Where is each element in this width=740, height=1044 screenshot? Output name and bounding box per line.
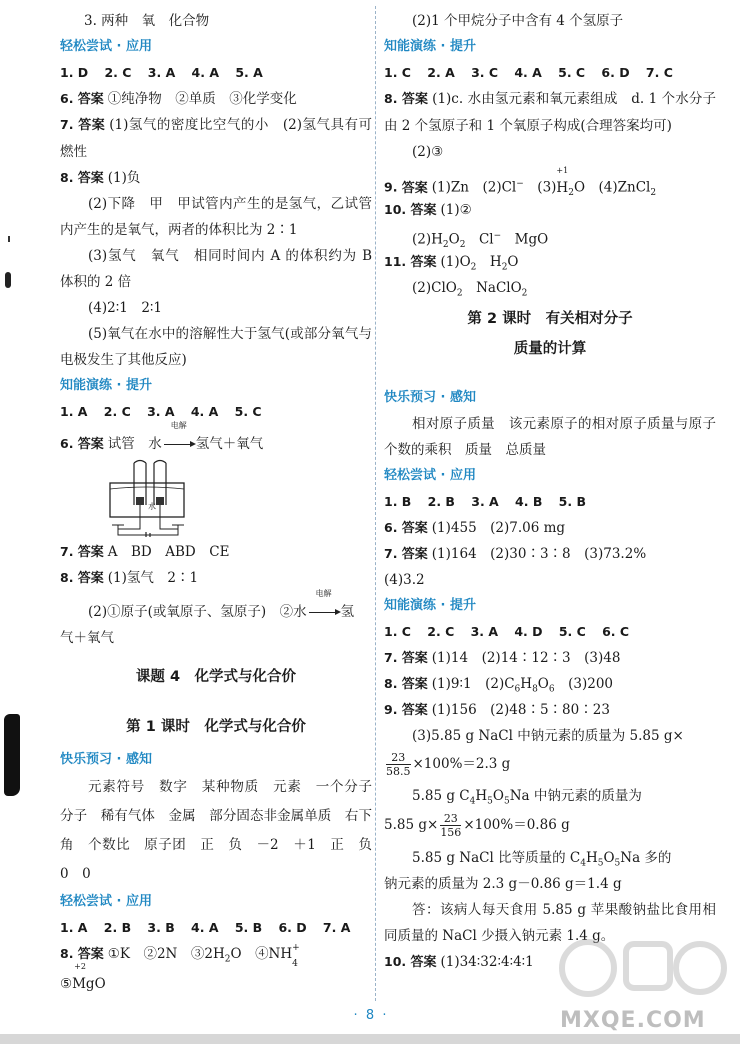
answer-line: (3)5.85 g NaCl 中钠元素的质量为 5.85 g×	[412, 728, 684, 744]
answer-line: (4)2∶1 2∶1	[88, 300, 163, 316]
answer-item: 3. A	[147, 404, 175, 419]
answer-item: 2. C	[103, 404, 131, 419]
answer-row	[384, 619, 716, 645]
section-heading-easy: 轻松尝试 · 应用	[60, 894, 152, 909]
fraction: $\frac{23}{58.5}$	[386, 751, 411, 778]
answer-item: 2. A	[427, 65, 455, 80]
answer-item: 1. A	[60, 404, 88, 419]
answer-item: 2. B	[103, 920, 132, 935]
answer-row	[384, 489, 716, 515]
answer-item: 6. C	[602, 624, 630, 639]
section-heading-easy: 轻松尝试 · 应用	[384, 468, 476, 483]
watermark-text: MXQE.COM	[560, 1008, 706, 1033]
page-number: · 8 ·	[353, 1008, 387, 1023]
answer-line: (5)氧气在水中的溶解性大于氢气(或部分氧气与电极发生了其他反应)	[60, 326, 372, 368]
answer-line: $\frac{23}{58.5}$ ×100%＝2.3 g	[386, 751, 511, 778]
answer-line: 5.85 g $C_4H_5O_5Na$ 中钠元素的质量为	[412, 788, 642, 807]
answer-line: $(2)H_2O_2$ Cl− MgO	[412, 231, 549, 251]
answer-item: 4. B	[515, 494, 543, 509]
answer-item: 4. A	[191, 920, 219, 935]
answer-line: 8. 答案 ①K ②2N $③2H_2O$ ④NH + $_4$	[60, 943, 300, 969]
svg-text:水: 水	[148, 502, 156, 511]
answer-item: 2. C	[104, 65, 132, 80]
answer-item: 6. D	[601, 65, 630, 80]
answer-line: 6. 答案 试管 水 电解 氢气＋氧气	[60, 431, 372, 457]
answer-item: 1. C	[384, 624, 411, 639]
answer-line: 10. 答案 (1)②	[384, 202, 472, 218]
topic-title: 课题 4 化学式与化合价	[135, 669, 297, 685]
answer-line: (2)③	[412, 144, 444, 160]
answer-item: 2. C	[427, 624, 455, 639]
answer-item: 1. B	[384, 494, 412, 509]
scan-smudge	[8, 236, 10, 242]
answer-item: 7. C	[645, 65, 673, 80]
reaction-arrow: 电解	[162, 431, 196, 457]
answer-line: 9. 答案 (1)156 (2)48∶5∶80∶23	[384, 702, 610, 718]
answer-item: 4. A	[190, 404, 219, 419]
answer-item: 4. D	[514, 624, 543, 639]
preview-answer: 元素符号 数字 某种物质 元素 一个分子 分子 稀有气体 金属 部分固态非金属单质 右下角 个数比 原子团 正 负 －2 ＋1 正 负 0 0	[60, 779, 386, 882]
answer-line: 8. 答案 (1)氢气 2∶1	[60, 570, 199, 586]
answer-item: 4. A	[514, 65, 542, 80]
scan-smudge	[4, 714, 20, 796]
answer-line: 答：该病人每天食用 5.85 g 苹果酸钠盐比食用相同质量的 NaCl 少摄入钠元素 1.4 g。	[384, 902, 716, 944]
answer-item: 1. D	[60, 65, 89, 80]
preview-answer: 相对原子质量 该元素原子的相对原子质量与原子个数的乘积 质量 总质量	[384, 416, 716, 458]
answer-item: 3. C	[471, 65, 499, 80]
answer-line: 5.85 g× $\frac{23}{156}$ ×100%＝0.86 g	[384, 812, 570, 839]
answer-item: 5. C	[558, 624, 586, 639]
answer-row	[60, 915, 372, 941]
answer-item: 4. A	[191, 65, 220, 80]
answer-line: (4)3.2	[384, 572, 425, 588]
lesson-title: 第 1 课时 化学式与化合价	[126, 719, 306, 735]
answer-line: (2)1 个甲烷分子中含有 4 个氢原子	[412, 13, 624, 29]
valence-formula: +2 MgO	[72, 962, 106, 992]
section-heading-skill: 知能演练 · 提升	[384, 39, 476, 54]
answer-line: 9. 答案 (1)Zn (2)Cl− (3) +1 $H_2O$ (4)ZnCl$_2$	[384, 171, 716, 197]
lesson-title-cont: 质量的计算	[513, 341, 587, 357]
answer-item: 6. D	[278, 920, 307, 935]
answer-item: 3. A	[471, 494, 499, 509]
answer-line: 7. 答案 (1)164 (2)30∶3∶8 (3)73.2%	[384, 546, 647, 562]
electrolysis-apparatus-diagram	[104, 459, 194, 537]
answer-line: (2)下降 甲 甲试管内产生的是氢气，乙试管内产生的是氧气，两者的体积比为 2∶1	[60, 196, 372, 238]
scan-smudge	[5, 272, 11, 288]
answer-row	[60, 399, 372, 425]
answer-line: 6. 答案 (1)455 (2)7.06 mg	[384, 520, 566, 536]
reaction-arrow: 电解	[307, 599, 341, 625]
section-heading-preview: 快乐预习 · 感知	[60, 752, 152, 767]
left-column	[60, 8, 386, 997]
answer-line: 6. 答案 ①纯净物 ②单质 ③化学变化	[60, 91, 297, 107]
answer-line: 8. 答案 (1)9∶1 $(2)C_6H_8O_6$ (3)200	[384, 676, 613, 695]
answer-line: 气＋氧气	[60, 630, 114, 646]
answer-item: 5. C	[558, 65, 586, 80]
scan-bottom-edge	[0, 1034, 740, 1044]
answer-line: 5.85 g NaCl 比等质量的 $C_4H_5O_5Na$ 多的	[412, 850, 672, 869]
section-heading-skill: 知能演练 · 提升	[384, 598, 476, 613]
answer-row	[384, 60, 716, 86]
answer-item: 2. B	[427, 494, 455, 509]
fraction: $\frac{23}{156}$	[440, 812, 462, 839]
answer-item: 3. A	[147, 65, 176, 80]
section-heading-easy: 轻松尝试 · 应用	[60, 39, 152, 54]
answer-item: 5. C	[234, 404, 262, 419]
valence-formula: +1 H	[556, 165, 569, 196]
answer-line: 7. 答案 A BD ABD CE	[60, 544, 230, 560]
right-column	[384, 8, 716, 975]
answer-item: 1. C	[384, 65, 411, 80]
answer-line: (3)氢气 氧气 相同时间内 A 的体积约为 B 体积的 2 倍	[60, 248, 372, 290]
answer-row	[60, 60, 372, 86]
answer-line: 8. 答案 (1)负	[60, 170, 141, 186]
answer-line: 7. 答案 (1)14 (2)14∶12∶3 (3)48	[384, 650, 621, 666]
answer-line: (2)ClO$_2$ NaClO$_2$	[412, 280, 528, 299]
answer-item: 7. A	[322, 920, 351, 935]
answer-line: 11. 答案 $(1)O_2$ $H_2O$	[384, 254, 519, 273]
answer-item: 3. A	[470, 624, 499, 639]
section-heading-preview: 快乐预习 · 感知	[384, 390, 476, 405]
answer-item: 3. B	[147, 920, 175, 935]
answer-line: 钠元素的质量为 2.3 g－0.86 g＝1.4 g	[384, 876, 622, 892]
answer-line: 10. 答案 (1)34∶32∶4∶4∶1	[384, 954, 534, 970]
answer-item: 1. A	[60, 920, 88, 935]
answer-line: 3. 两种 氧 化合物	[84, 13, 210, 29]
section-heading-skill: 知能演练 · 提升	[60, 378, 152, 393]
answer-item: 5. B	[558, 494, 586, 509]
answer-line: 7. 答案 (1)氢气的密度比空气的小 (2)氢气具有可燃性	[60, 117, 372, 160]
answer-item: 5. B	[234, 920, 263, 935]
answer-line: ⑤ +2 MgO	[60, 971, 372, 997]
answer-line: (2)①原子(或氧原子、氢原子) ②水 电解 氢	[60, 599, 372, 625]
lesson-title: 第 2 课时 有关相对分子	[467, 311, 633, 327]
answer-item: 5. A	[235, 65, 263, 80]
answer-line: 8. 答案 (1)c. 水由氢元素和氧元素组成 d. 1 个水分子由 2 个氢原子和 1 个氧原子构成(合理答案均可)	[384, 91, 716, 134]
